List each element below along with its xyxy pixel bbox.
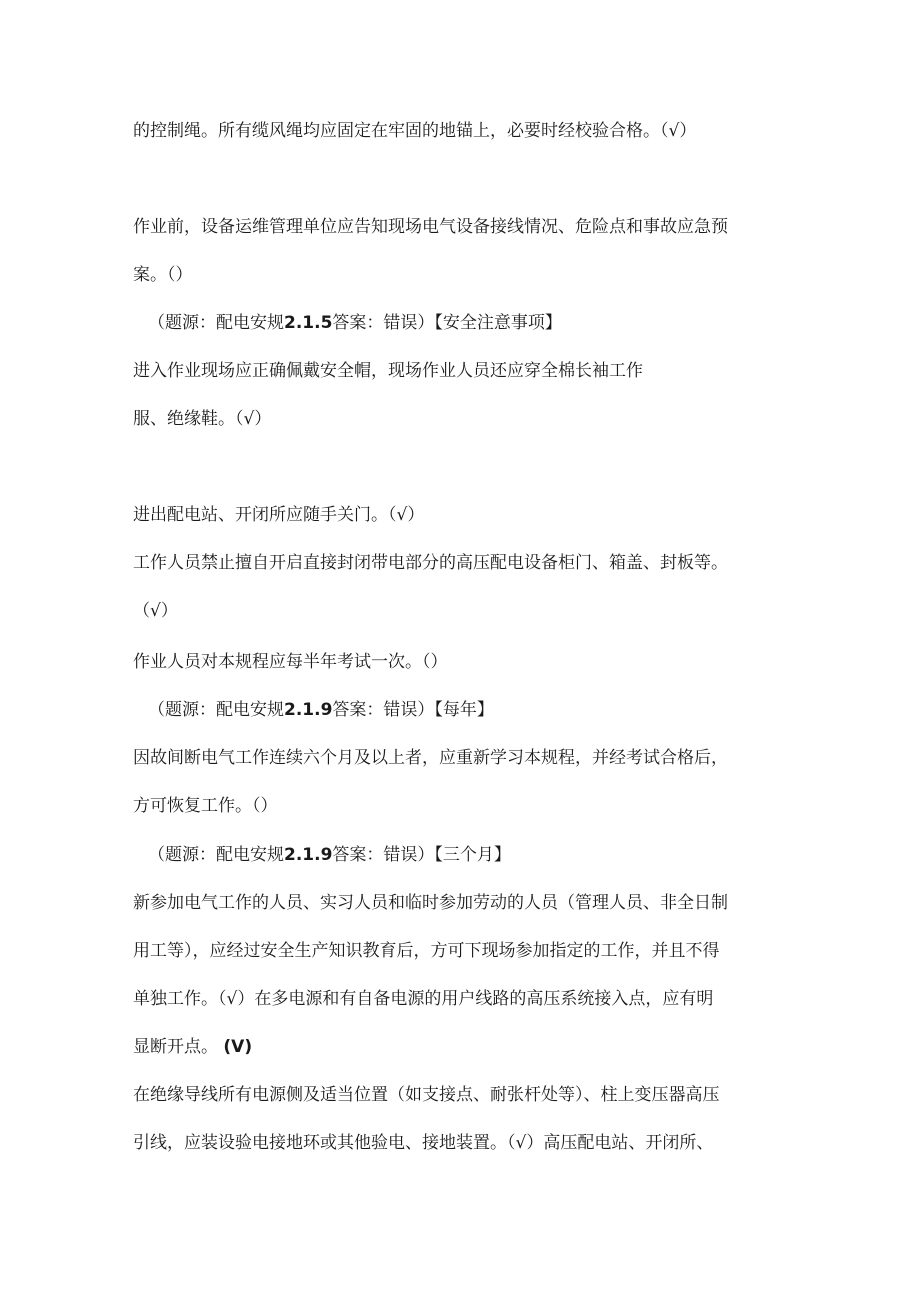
question-line: 新参加电气工作的人员、实习人员和临时参加劳动的人员（管理人员、非全日制 — [133, 893, 728, 913]
question-line: 显断开点。 (V) — [133, 1037, 253, 1057]
answer-source-line: （题源：配电安规2.1.9答案：错误）【每年】 — [148, 700, 494, 720]
question-line: 工作人员禁止擅自开启直接封闭带电部分的高压配电设备柜门、箱盖、封板等。 — [133, 553, 728, 573]
question-line: 单独工作。（√）在多电源和有自备电源的用户线路的高压系统接入点，应有明 — [133, 989, 714, 1009]
question-line: 服、绝缘鞋。（√） — [133, 409, 272, 429]
question-line: 作业前，设备运维管理单位应告知现场电气设备接线情况、危险点和事故应急预 — [133, 217, 728, 237]
question-line: 案。（） — [133, 265, 193, 285]
question-line: 在绝缘导线所有电源侧及适当位置（如支接点、耐张杆处等）、柱上变压器高压 — [133, 1085, 720, 1105]
question-line: 作业人员对本规程应每半年考试一次。（） — [133, 652, 448, 672]
text-line: 的控制绳。所有缆风绳均应固定在牢固的地锚上，必要时经校验合格。（√） — [133, 121, 697, 141]
question-line: 进出配电站、开闭所应随手关门。（√） — [133, 505, 425, 525]
question-line: 用工等），应经过安全生产知识教育后，方可下现场参加指定的工作，并且不得 — [133, 941, 720, 961]
question-line: （√） — [133, 601, 178, 621]
question-line: 因故间断电气工作连续六个月及以上者，应重新学习本规程，并经考试合格后， — [133, 748, 728, 768]
answer-source-line: （题源：配电安规2.1.9答案：错误）【三个月】 — [148, 845, 511, 865]
question-line: 引线，应装设验电接地环或其他验电、接地装置。（√）高压配电站、开闭所、 — [133, 1133, 714, 1153]
question-line: 方可恢复工作。（） — [133, 796, 278, 816]
answer-source-line: （题源：配电安规2.1.5答案：错误）【安全注意事项】 — [148, 313, 562, 333]
question-line: 进入作业现场应正确佩戴安全帽，现场作业人员还应穿全棉长袖工作 — [133, 361, 643, 381]
